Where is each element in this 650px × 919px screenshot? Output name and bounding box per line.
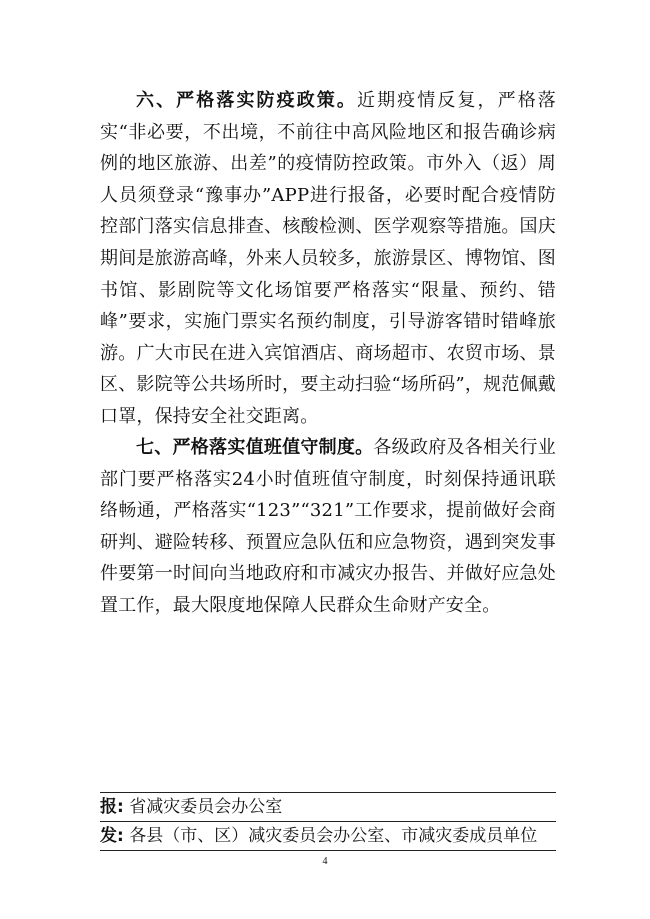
- distribution-bottom-rule: [100, 850, 556, 851]
- report-label: 报:: [100, 797, 124, 817]
- section-seven-body: 各级政府及各相关行业部门要严格落实24小时值班值守制度，时刻保持通讯联络畅通，严格落实“123”“321”工作要求，提前做好会商研判、避险转移、预置应急队伍和应急物资，遇到突发事件要第一时间向当地政府和市减灾办报告、并做好应急处置工作，最大限度地保障人民群众生命财产安全。: [100, 437, 556, 616]
- section-six-body: 近期疫情反复，严格落实“非必要，不出境，不前往中高风险地区和报告确诊病例的地区旅游、出差”的疫情防控政策。市外入（返）周人员须登录“豫事办”APP进行报备，必要时配合疫情防控部门落实信息排查、核酸检测、医学观察等措施。国庆期间是旅游高峰，外来人员较多，旅游景区、博物馆、图书馆、影剧院等文化场馆要严格落实“限量、预约、错峰”要求，实施门票实名预约制度，引导游客错时错峰旅游。广大市民在进入宾馆酒店、商场超市、农贸市场、景区、影院等公共场所时，要主动扫验“场所码”，规范佩戴口罩，保持安全社交距离。: [100, 90, 557, 427]
- send-to-line: [100, 822, 556, 850]
- distribution-block: [100, 792, 556, 851]
- send-recipients: 各县（市、区）减灾委员会办公室、市减灾委成员单位: [129, 826, 538, 846]
- section-seven-heading: 七、严格落实值班值守制度。: [136, 437, 374, 458]
- section-six-paragraph: [100, 85, 556, 433]
- page-number: 4: [322, 856, 328, 867]
- section-seven-paragraph: [100, 432, 556, 622]
- section-six-heading: 六、严格落实防疫政策。: [136, 90, 357, 111]
- send-label: 发:: [100, 826, 124, 846]
- report-recipient: 省减灾委员会办公室: [129, 797, 283, 817]
- report-to-line: [100, 793, 556, 821]
